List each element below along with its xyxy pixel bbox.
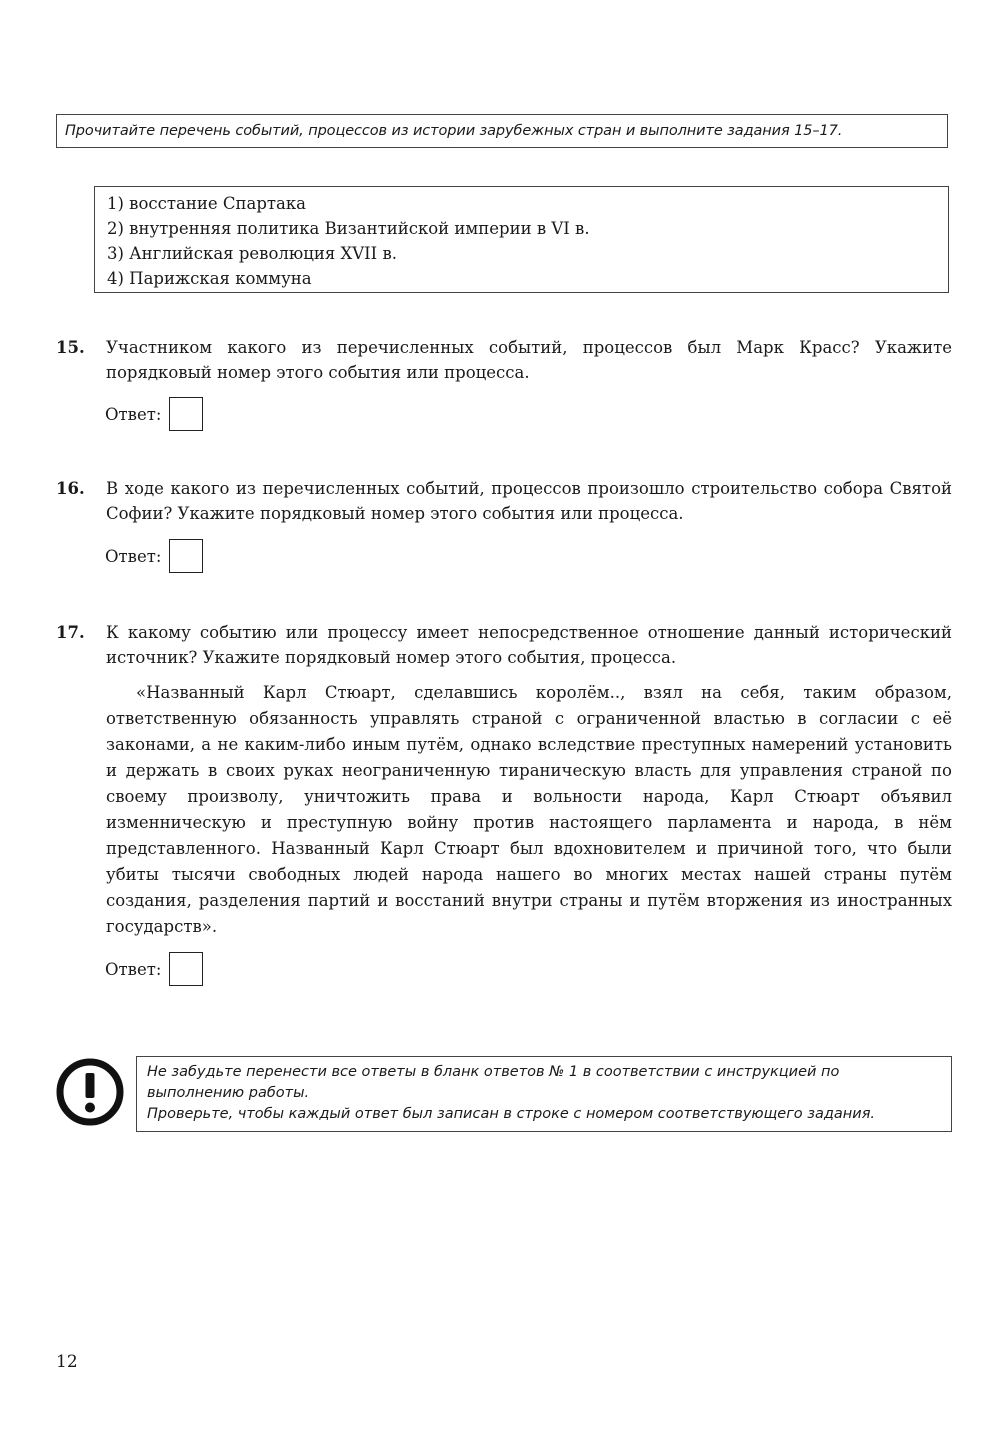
answer-label: Ответ: (105, 959, 162, 979)
answer-row-17 (105, 952, 203, 986)
instruction-box (56, 114, 948, 148)
task-number: 15. (56, 338, 85, 357)
exclamation-circle-icon (55, 1057, 125, 1127)
historical-source-quote: «Названный Карл Стюарт, сделавшись королём.., взял на себя, таким образом, ответственную обязанность управлять страной с ограниченной властью в согласии с её законами, а не каким-либо иным путём, однако вследствие преступных намерений установить и держать в своих руках неограниченную тираническую власть для управления страной по своему произволу, уничтожить права и вольности народа, Карл Стюарт объявил изменническую и преступную войну против настоящего парламента и народа, в нём представленного. Названный Карл Стюарт был вдохновителем и причиной того, что были убиты тысячи свободных людей народа нашего во многих местах нашей страны путём создания, разделения партий и восстаний внутри страны и путём вторжения из иностранных государств». (106, 683, 952, 936)
event-item: 3) Английская революция XVII в. (107, 244, 397, 263)
answer-row-15 (105, 397, 203, 431)
answer-input-15[interactable] (169, 397, 203, 431)
answer-row-16 (105, 539, 203, 573)
instruction-text: Прочитайте перечень событий, процессов из истории зарубежных стран и выполните задания 15–17. (65, 123, 843, 139)
event-item: 2) внутренняя политика Византийской империи в VI в. (107, 219, 590, 238)
answer-input-17[interactable] (169, 952, 203, 986)
task-17 (56, 620, 952, 670)
task-number: 17. (56, 623, 85, 642)
answer-input-16[interactable] (169, 539, 203, 573)
task-text: В ходе какого из перечисленных событий, процессов произошло строительство собора Святой Софии? Укажите порядковый номер этого события или процесса. (106, 479, 952, 523)
reminder-line-2: Проверьте, чтобы каждый ответ был записан в строке с номером соответствующего задания. (147, 1106, 876, 1122)
event-item: 4) Парижская коммуна (107, 269, 312, 288)
reminder-box (136, 1056, 952, 1132)
task-text: Участником какого из перечисленных событий, процессов был Марк Красс? Укажите порядковый номер этого события или процесса. (106, 338, 952, 382)
events-list (94, 186, 949, 293)
answer-label: Ответ: (105, 404, 162, 424)
task-text: К какому событию или процессу имеет непосредственное отношение данный исторический источник? Укажите порядковый номер этого события, процесса. (106, 623, 952, 667)
reminder-line-1: Не забудьте перенести все ответы в бланк ответов № 1 в соответствии с инструкцией по выполнению работы. (147, 1064, 840, 1101)
task-15 (56, 335, 952, 385)
page-number: 12 (56, 1352, 78, 1372)
answer-label: Ответ: (105, 546, 162, 566)
task-16 (56, 476, 952, 526)
task-number: 16. (56, 479, 85, 498)
event-item: 1) восстание Спартака (107, 194, 306, 213)
